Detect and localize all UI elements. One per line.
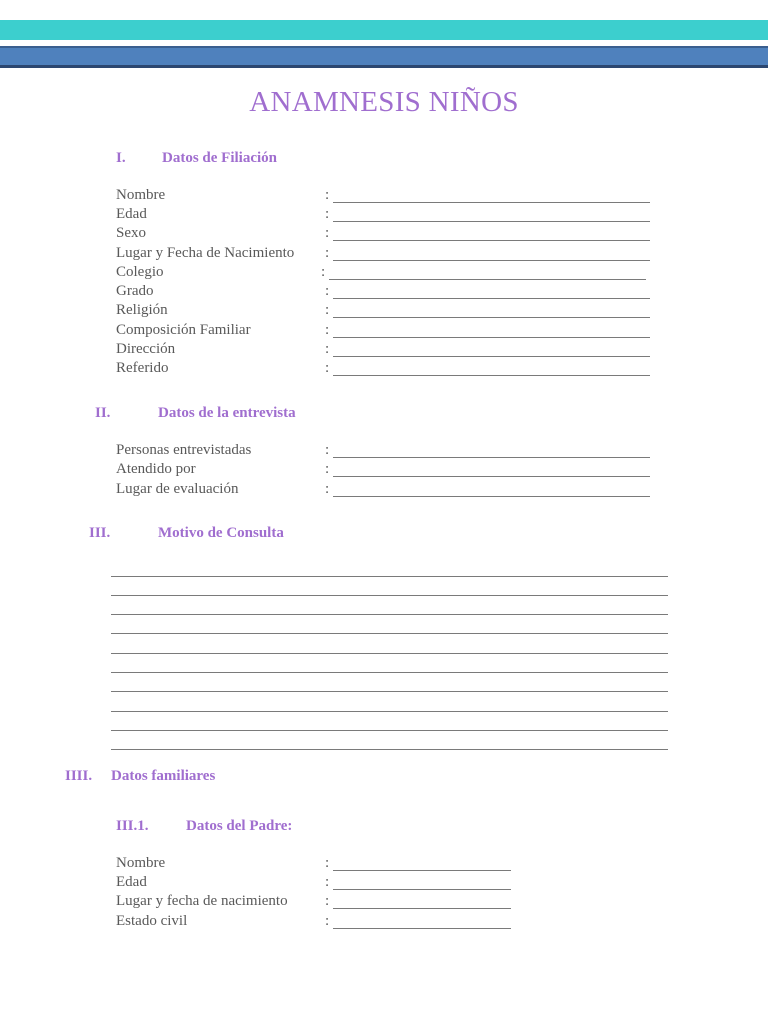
fill-in-line[interactable] (333, 457, 650, 458)
fill-in-line[interactable] (333, 317, 650, 318)
writing-line[interactable] (111, 576, 668, 577)
field-colon: : (325, 283, 330, 299)
field-colon: : (325, 442, 330, 458)
field-label: Lugar de evaluación (116, 481, 239, 497)
fill-in-line[interactable] (333, 337, 650, 338)
fill-in-line[interactable] (333, 298, 650, 299)
field-colon: : (325, 893, 330, 909)
writing-line[interactable] (111, 614, 668, 615)
field-colon: : (325, 360, 330, 376)
field-label: Estado civil (116, 913, 188, 929)
subsection-title: Datos del Padre: (186, 818, 293, 834)
field-colon: : (325, 874, 330, 890)
fill-in-line[interactable] (333, 928, 511, 929)
field-label: Grado (116, 283, 154, 299)
fill-in-line[interactable] (329, 279, 646, 280)
fill-in-line[interactable] (333, 202, 650, 203)
field-colon: : (325, 341, 330, 357)
field-label: Religión (116, 302, 168, 318)
section-4-number: IIII. (65, 768, 93, 784)
field-label: Referido (116, 360, 169, 376)
field-colon: : (325, 206, 330, 222)
field-label: Composición Familiar (116, 322, 251, 338)
writing-line[interactable] (111, 711, 668, 712)
field-label: Atendido por (116, 461, 196, 477)
field-colon: : (325, 855, 330, 871)
fill-in-line[interactable] (333, 908, 511, 909)
section-1-title: Datos de Filiación (162, 150, 277, 166)
section-4-title: Datos familiares (111, 768, 216, 784)
field-label: Sexo (116, 225, 146, 241)
writing-line[interactable] (111, 633, 668, 634)
section-3-title: Motivo de Consulta (158, 525, 284, 541)
writing-line[interactable] (111, 595, 668, 596)
section-1-number: I. (116, 150, 126, 166)
field-label: Nombre (116, 855, 166, 871)
field-label: Personas entrevistadas (116, 442, 252, 458)
field-colon: : (325, 302, 330, 318)
header-band-blue (0, 46, 768, 68)
field-label: Edad (116, 206, 147, 222)
fill-in-line[interactable] (333, 496, 650, 497)
fill-in-line[interactable] (333, 260, 650, 261)
fill-in-line[interactable] (333, 870, 511, 871)
fill-in-line[interactable] (333, 889, 511, 890)
subsection-number: III.1. (116, 818, 149, 834)
field-colon: : (325, 913, 330, 929)
writing-line[interactable] (111, 691, 668, 692)
field-label: Nombre (116, 187, 166, 203)
writing-line[interactable] (111, 749, 668, 750)
field-colon: : (325, 245, 330, 261)
section-3-number: III. (89, 525, 111, 541)
field-label: Lugar y Fecha de Nacimiento (116, 245, 295, 261)
writing-line[interactable] (111, 653, 668, 654)
field-colon: : (321, 264, 326, 280)
field-label: Dirección (116, 341, 176, 357)
fill-in-line[interactable] (333, 356, 650, 357)
fill-in-line[interactable] (333, 221, 650, 222)
field-colon: : (325, 481, 330, 497)
field-colon: : (325, 225, 330, 241)
field-label: Colegio (116, 264, 164, 280)
header-band-teal (0, 20, 768, 40)
fill-in-line[interactable] (333, 240, 650, 241)
writing-line[interactable] (111, 730, 668, 731)
fill-in-line[interactable] (333, 375, 650, 376)
field-colon: : (325, 461, 330, 477)
field-colon: : (325, 187, 330, 203)
field-label: Lugar y fecha de nacimiento (116, 893, 288, 909)
field-label: Edad (116, 874, 147, 890)
field-colon: : (325, 322, 330, 338)
section-2-title: Datos de la entrevista (158, 405, 296, 421)
section-2-number: II. (95, 405, 111, 421)
document-title: ANAMNESIS NIÑOS (249, 86, 519, 118)
fill-in-line[interactable] (333, 476, 650, 477)
writing-line[interactable] (111, 672, 668, 673)
